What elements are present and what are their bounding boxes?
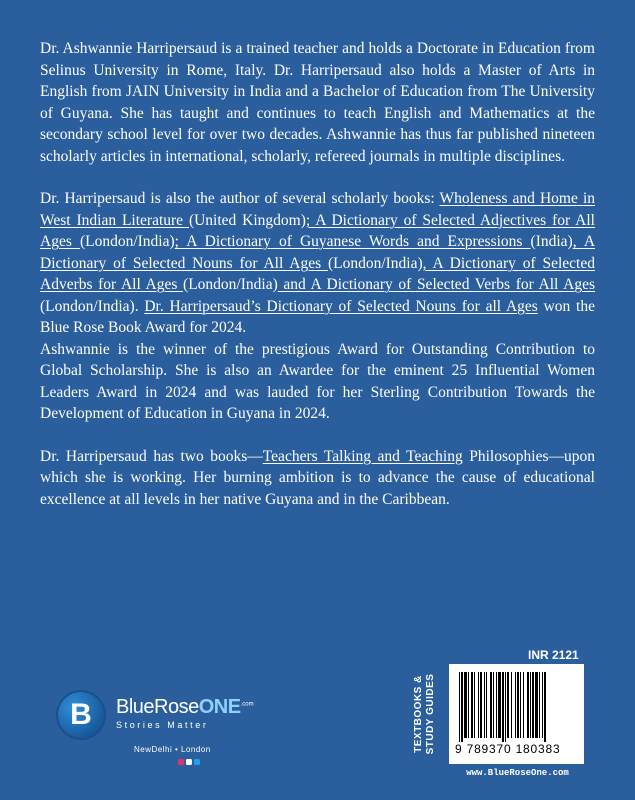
barcode-bar (517, 672, 519, 738)
barcode-bar (539, 672, 540, 738)
barcode-bar (502, 672, 504, 742)
barcode-bar (471, 672, 473, 738)
barcode-bar (532, 672, 534, 738)
barcode-bar (515, 672, 516, 738)
book-place-6: (London/India). (40, 297, 145, 315)
upcoming-intro: Dr. Harripersaud has two books— (40, 447, 263, 465)
books-intro: Dr. Harripersaud is also the author of several scholarly books: (40, 190, 440, 207)
book-title-2: A Dictionary of Selected Adjectives for All Ages (40, 211, 595, 250)
instagram-icon (178, 759, 184, 765)
separator-1: ; (305, 211, 316, 229)
book-title-3: A Dictionary of Guyanese Words and Expressions (186, 233, 531, 250)
social-icons (178, 759, 200, 765)
barcode-bar (507, 672, 509, 738)
separator-5: and (277, 276, 311, 293)
book-place-5: (London/India) (183, 276, 278, 293)
barcode-bar (511, 672, 512, 738)
barcode-bar (505, 672, 506, 742)
separator-4: , (422, 254, 433, 272)
award-book-title: Dr. Harripersaud’s Dictionary of Selected Nouns for all Ages (144, 297, 538, 315)
book-place-3: (India) (530, 233, 573, 250)
bio-paragraph-1: Dr. Ashwannie Harripersaud is a trained teacher and holds a Doctorate in Education from Selinus University in Rome, Italy. Dr. Harripersaud also holds a Master of Arts in English from JAIN University in India and a Bachelor of Education from The University of Guyana. She has taught and continues to teach English and Mathematics at the secondary school level for over two decades. Ashwannie has thus far published nineteen scholarly articles in international, scholarly, refereed journals in multiple disciplines. (40, 40, 595, 165)
book-title-4: A Dictionary of Selected Nouns for All Ages (40, 233, 596, 272)
barcode-bar (480, 672, 482, 738)
publisher-tagline: Stories Matter (116, 720, 209, 730)
logo-letter: B (70, 698, 92, 731)
separator-3: , (572, 233, 584, 250)
upcoming-book-title: Teachers Talking and Teaching (262, 447, 463, 465)
barcode-bar (486, 672, 487, 738)
barcode-bar (498, 672, 501, 738)
barcode-bar (496, 672, 497, 738)
publisher-name (116, 696, 254, 719)
barcode-bar (493, 672, 494, 738)
category-line-2: STUDY GUIDES (425, 673, 436, 755)
category-line-1: TEXTBOOKS & (413, 675, 424, 753)
publisher-cities: NewDelhi • London (134, 745, 211, 754)
barcode-bar (464, 672, 467, 738)
award-text: won the Blue Rose Book Award for 2024. (40, 297, 595, 336)
barcode-bar (478, 672, 479, 738)
bio-paragraph-4 (40, 446, 595, 511)
barcode-bar (461, 672, 463, 742)
book-title-5: A Dictionary of Selected Adverbs for All Ages (40, 254, 595, 293)
book-place-4: (London/India) (327, 254, 423, 272)
barcode-bar (542, 672, 543, 738)
author-bio (40, 38, 595, 510)
book-title-6: A Dictionary of Selected Verbs for All Ages (310, 276, 595, 293)
book-place-1: (United Kingdom) (188, 211, 306, 229)
barcode-bars (455, 672, 579, 742)
price-label: INR 2121 (528, 648, 579, 662)
publisher-name-accent: ONE (198, 696, 241, 718)
barcode-bar (490, 672, 492, 738)
bio-paragraph-3: Ashwannie is the winner of the prestigious Award for Outstanding Contribution to Global Scholarship. She is also an Awardee for the eminent 25 Influential Women Leaders Award in 2024 and was lauded for her Sterling Contribution Towards the Development of Education in Guyana in 2024. (40, 340, 595, 422)
barcode-bar (468, 672, 469, 738)
category-label (405, 665, 445, 763)
publisher-name-suffix: .com (240, 701, 254, 708)
separator-2: ; (174, 233, 187, 250)
barcode-bar (535, 672, 538, 738)
barcode-bar (520, 672, 521, 738)
barcode-bar (527, 672, 529, 738)
bio-paragraph-2 (40, 188, 595, 339)
publisher-logo (56, 690, 276, 780)
upcoming-rest: Philosophies—upon which she is working. Her burning ambition is to advance the cause of educational excellence at all levels in her native Guyana and in the Caribbean. (40, 447, 595, 508)
publisher-name-main: BlueRose (116, 696, 199, 718)
barcode-bar (530, 672, 531, 738)
facebook-icon (186, 759, 192, 765)
isbn-barcode (449, 664, 584, 764)
book-title-1: Wholeness and Home in West Indian Literature (40, 190, 595, 229)
isbn-digits: 9 789370 180383 (455, 742, 561, 756)
bluerose-logo-icon (56, 690, 106, 740)
twitter-icon (194, 759, 200, 765)
barcode-bar (544, 672, 546, 742)
publisher-website: www.BlueRoseOne.com (466, 768, 569, 778)
book-place-2: (London/India) (79, 233, 175, 250)
barcode-bar (484, 672, 485, 738)
barcode-bar (459, 672, 460, 742)
barcode-bar (523, 672, 524, 738)
barcode-bar (474, 672, 475, 738)
